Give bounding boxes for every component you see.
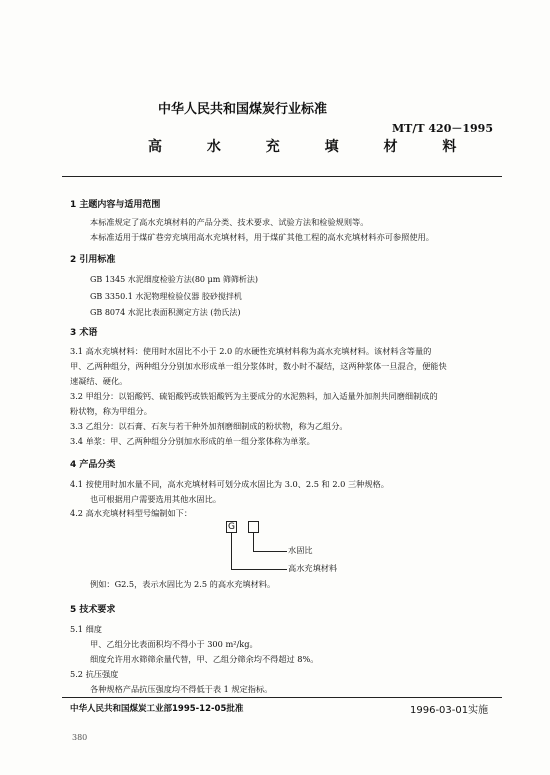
clause-4-1-line: 也可根据用户需要选用其他水固比。	[90, 494, 222, 504]
footer-rule	[62, 697, 502, 698]
document-title: 高 水 充 填 材 料	[148, 139, 477, 155]
issuing-agency: 中华人民共和国煤炭行业标准	[158, 102, 328, 117]
model-letter-box: G	[226, 521, 237, 533]
clause-5-1: 5.1 细度	[70, 624, 102, 634]
clause-3-1-line: 速凝结、硬化。	[70, 376, 128, 386]
clause-5-1-text: 甲、乙组分比表面积均不得小于 300 m²/kg。	[90, 639, 258, 649]
section-1-heading: 1 主题内容与适用范围	[70, 200, 161, 210]
clause-5-1-text: 细度允许用水筛筛余量代替，甲、乙组分筛余均不得超过 8%。	[90, 654, 319, 664]
section-2-heading: 2 引用标准	[70, 255, 116, 265]
section-4-heading: 4 产品分类	[70, 460, 116, 470]
material-leader-vertical	[231, 533, 232, 569]
ratio-leader-horizontal	[253, 551, 287, 552]
clause-3-1-line: 甲、乙两种组分，两种组分分别加水形成单一组分浆体时，数小时不凝结，这两种浆体一旦混合，便能快	[70, 361, 447, 371]
model-example: 例如：G2.5，表示水固比为 2.5 的高水充填材料。	[90, 579, 276, 589]
clause-3-2-line: 3.2 甲组分：以铝酸钙、硫铝酸钙或铁铝酸钙为主要成分的水泥熟料，加入适量外加剂共同磨细制成的	[70, 391, 438, 401]
implementation-date: 1996-03-01实施	[410, 705, 489, 716]
section-3-heading: 3 术语	[70, 328, 98, 338]
model-ratio-box	[248, 521, 259, 533]
clause-4-1-line: 4.1 按使用时加水量不同，高水充填材料可划分成水固比为 3.0、2.5 和 2.0 三种规格。	[70, 479, 389, 489]
clause-3-4: 3.4 单浆：甲、乙两种组分分别加水形成的单一组分浆体称为单浆。	[70, 436, 315, 446]
material-leader-horizontal	[231, 569, 287, 570]
clause-5-2-text: 各种规格产品抗压强度均不得低于表 1 规定指标。	[90, 684, 273, 694]
approval-line: 中华人民共和国煤炭工业部1995-12-05批准	[70, 704, 244, 714]
reference-item: GB 3350.1 水泥物理检验仪器 胶砂搅拌机	[90, 292, 242, 301]
section-5-heading: 5 技术要求	[70, 605, 116, 615]
section-1-paragraph-2: 本标准适用于煤矿巷旁充填用高水充填材料，用于煤矿其他工程的高水充填材料亦可参照使用。	[90, 232, 434, 242]
clause-3-2-line: 粉状物，称为甲组分。	[70, 406, 152, 416]
reference-item: GB 8074 水泥比表面积测定方法 (勃氏法)	[90, 308, 241, 317]
material-label: 高水充填材料	[288, 563, 338, 573]
clause-3-3: 3.3 乙组分：以石膏、石灰与若干种外加剂磨细制成的粉状物，称为乙组分。	[70, 421, 348, 431]
header-rule	[62, 176, 502, 177]
ratio-label: 水固比	[288, 545, 313, 555]
page-number: 380	[72, 733, 88, 742]
clause-5-2: 5.2 抗压强度	[70, 669, 119, 679]
standard-code: MT/T 420－1995	[392, 122, 493, 135]
clause-3-1-line: 3.1 高水充填材料：使用时水固比不小于 2.0 的水硬性充填材料称为高水充填材料。该材料含等量的	[70, 346, 432, 356]
section-1-paragraph-1: 本标准规定了高水充填材料的产品分类、技术要求、试验方法和检验规则等。	[90, 217, 369, 227]
clause-4-2: 4.2 高水充填材料型号编制如下：	[70, 508, 193, 518]
ratio-leader-vertical	[253, 533, 254, 551]
reference-item: GB 1345 水泥细度检验方法(80 μm 筛筛析法)	[90, 275, 259, 284]
